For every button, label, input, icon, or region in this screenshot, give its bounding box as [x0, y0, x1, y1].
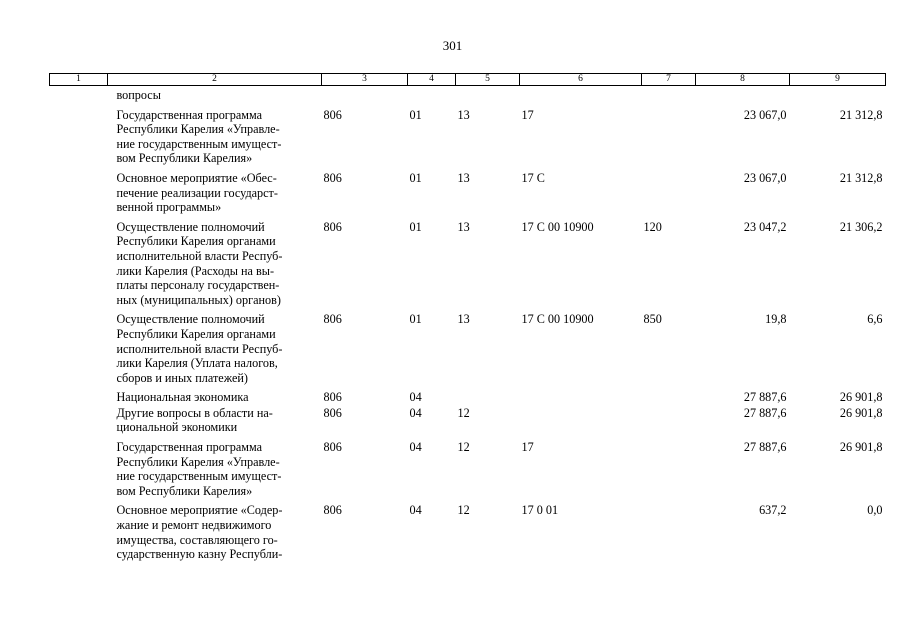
- item-name-line: сборов и иных платежей): [116, 370, 248, 385]
- budget-table: [49, 73, 886, 562]
- target-article-cell: 17 С 00 10900: [521, 312, 594, 327]
- column-header-7: 7: [642, 74, 696, 86]
- column-header-2: 2: [108, 74, 322, 86]
- item-name-line: Государственная программа: [116, 440, 263, 455]
- item-name-line: венной программы»: [116, 200, 222, 215]
- table-row: [50, 307, 886, 385]
- amount-actual-cell: 26 901,8: [839, 440, 883, 455]
- table-header-row: [50, 74, 886, 86]
- item-name-line: сударственную казну Республи-: [116, 547, 283, 562]
- row-number-cell: [50, 307, 108, 385]
- expense-type-cell: [642, 435, 696, 498]
- section-cell: 04: [409, 390, 422, 405]
- amount-actual-cell: 21 312,8: [839, 170, 883, 185]
- row-number-cell: [50, 498, 108, 561]
- expense-type-cell: 120: [643, 219, 662, 234]
- row-number-cell: [50, 385, 108, 405]
- column-header-5: 5: [456, 74, 520, 86]
- amount-actual-cell: 0,0: [867, 503, 883, 518]
- table-row: [50, 86, 886, 103]
- column-header-4: 4: [408, 74, 456, 86]
- item-name-line: жание и ремонт недвижимого: [116, 518, 272, 533]
- table-row: [50, 166, 886, 215]
- item-name-line: Республики Карелия органами: [116, 326, 276, 341]
- page-number: 301: [442, 38, 463, 53]
- ministry-code-cell: 806: [323, 390, 342, 405]
- item-name-line: Осуществление полномочий: [116, 219, 265, 234]
- subsection-cell: 13: [457, 107, 470, 122]
- target-article-cell: [520, 405, 642, 435]
- item-name-line: Республики Карелия «Управле-: [116, 454, 280, 469]
- target-article-cell: [520, 86, 642, 103]
- amount-plan-cell: 27 887,6: [743, 390, 787, 405]
- item-name-line: Государственная программа: [116, 107, 263, 122]
- item-name-line: ных (муниципальных) органов): [116, 292, 281, 307]
- item-name-line: вом Республики Карелия»: [116, 483, 253, 498]
- item-name-line: ние государственным имущест-: [116, 469, 282, 484]
- target-article-cell: [520, 385, 642, 405]
- ministry-code-cell: 806: [323, 219, 342, 234]
- item-name-cell: [108, 307, 322, 385]
- target-article-cell: 17 0 01: [521, 503, 559, 518]
- amount-plan-cell: [696, 86, 790, 103]
- section-cell: 01: [409, 107, 422, 122]
- item-name-line: имущества, составляющего го-: [116, 532, 278, 547]
- column-header-1: 1: [50, 74, 108, 86]
- target-article-cell: 17 С: [521, 170, 545, 185]
- target-article-cell: 17: [521, 107, 534, 122]
- item-name-line: лики Карелия (Расходы на вы-: [116, 263, 275, 278]
- item-name-cell: [108, 385, 322, 405]
- expense-type-cell: [642, 103, 696, 166]
- item-name-cell: [108, 498, 322, 561]
- section-cell: [408, 86, 456, 103]
- item-name-line: Осуществление полномочий: [116, 312, 265, 327]
- ministry-code-cell: 806: [323, 405, 342, 420]
- subsection-cell: 12: [457, 440, 470, 455]
- column-header-3: 3: [322, 74, 408, 86]
- row-number-cell: [50, 215, 108, 308]
- table-row: [50, 103, 886, 166]
- target-article-cell: 17 С 00 10900: [521, 219, 594, 234]
- amount-actual-cell: 21 312,8: [839, 107, 883, 122]
- item-name-cell: [108, 435, 322, 498]
- subsection-cell: 12: [457, 503, 470, 518]
- section-cell: 04: [409, 503, 422, 518]
- row-number-cell: [50, 103, 108, 166]
- amount-plan-cell: 637,2: [759, 503, 787, 518]
- ministry-code-cell: 806: [323, 312, 342, 327]
- item-name-line: Основное мероприятие «Обес-: [116, 170, 277, 185]
- ministry-code-cell: [322, 86, 408, 103]
- amount-plan-cell: 23 067,0: [743, 107, 787, 122]
- item-name-cell: [108, 86, 322, 103]
- subsection-cell: [456, 86, 520, 103]
- amount-plan-cell: 27 887,6: [743, 440, 787, 455]
- item-name-line: Основное мероприятие «Содер-: [116, 503, 283, 518]
- item-name-line: вопросы: [116, 88, 161, 102]
- section-cell: 01: [409, 312, 422, 327]
- section-cell: 04: [409, 440, 422, 455]
- ministry-code-cell: 806: [323, 107, 342, 122]
- item-name-line: лики Карелия (Уплата налогов,: [116, 356, 278, 371]
- section-cell: 01: [409, 219, 422, 234]
- expense-type-cell: [642, 405, 696, 435]
- item-name-cell: [108, 215, 322, 308]
- item-name-cell: [108, 405, 322, 435]
- subsection-cell: [456, 385, 520, 405]
- section-cell: 01: [409, 170, 422, 185]
- expense-type-cell: [642, 385, 696, 405]
- item-name-line: Национальная экономика: [116, 390, 249, 405]
- row-number-cell: [50, 405, 108, 435]
- item-name-line: ние государственным имущест-: [116, 136, 282, 151]
- amount-plan-cell: 27 887,6: [743, 405, 787, 420]
- subsection-cell: 12: [457, 405, 470, 420]
- row-number-cell: [50, 435, 108, 498]
- subsection-cell: 13: [457, 312, 470, 327]
- item-name-line: Республики Карелия «Управле-: [116, 122, 280, 137]
- item-name-line: платы персоналу государствен-: [116, 278, 280, 293]
- item-name-line: печение реализации государст-: [116, 185, 278, 200]
- table-row: [50, 498, 886, 561]
- item-name-line: Другие вопросы в области на-: [116, 405, 273, 420]
- table-body: [50, 86, 886, 562]
- amount-actual-cell: 21 306,2: [839, 219, 883, 234]
- item-name-line: Республики Карелия органами: [116, 234, 276, 249]
- table-row: [50, 385, 886, 405]
- column-header-8: 8: [696, 74, 790, 86]
- amount-actual-cell: 26 901,8: [839, 390, 883, 405]
- item-name-line: исполнительной власти Респуб-: [116, 248, 283, 263]
- subsection-cell: 13: [457, 219, 470, 234]
- column-header-9: 9: [790, 74, 886, 86]
- ministry-code-cell: 806: [323, 440, 342, 455]
- amount-actual-cell: [790, 86, 886, 103]
- item-name-cell: [108, 103, 322, 166]
- target-article-cell: 17: [521, 440, 534, 455]
- subsection-cell: 13: [457, 170, 470, 185]
- ministry-code-cell: 806: [323, 170, 342, 185]
- amount-plan-cell: 23 047,2: [743, 219, 787, 234]
- item-name-line: циональной экономики: [116, 420, 238, 435]
- amount-plan-cell: 23 067,0: [743, 170, 787, 185]
- table-row: [50, 215, 886, 308]
- row-number-cell: [50, 166, 108, 215]
- ministry-code-cell: 806: [323, 503, 342, 518]
- item-name-line: исполнительной власти Респуб-: [116, 341, 283, 356]
- amount-actual-cell: 26 901,8: [839, 405, 883, 420]
- table-row: [50, 435, 886, 498]
- item-name-cell: [108, 166, 322, 215]
- item-name-line: вом Республики Карелия»: [116, 151, 253, 166]
- section-cell: 04: [409, 405, 422, 420]
- row-number-cell: [50, 86, 108, 103]
- expense-type-cell: 850: [643, 312, 662, 327]
- expense-type-cell: [642, 498, 696, 561]
- table-row: [50, 405, 886, 435]
- expense-type-cell: [642, 166, 696, 215]
- amount-actual-cell: 6,6: [867, 312, 883, 327]
- column-header-6: 6: [520, 74, 642, 86]
- amount-plan-cell: 19,8: [765, 312, 787, 327]
- expense-type-cell: [642, 86, 696, 103]
